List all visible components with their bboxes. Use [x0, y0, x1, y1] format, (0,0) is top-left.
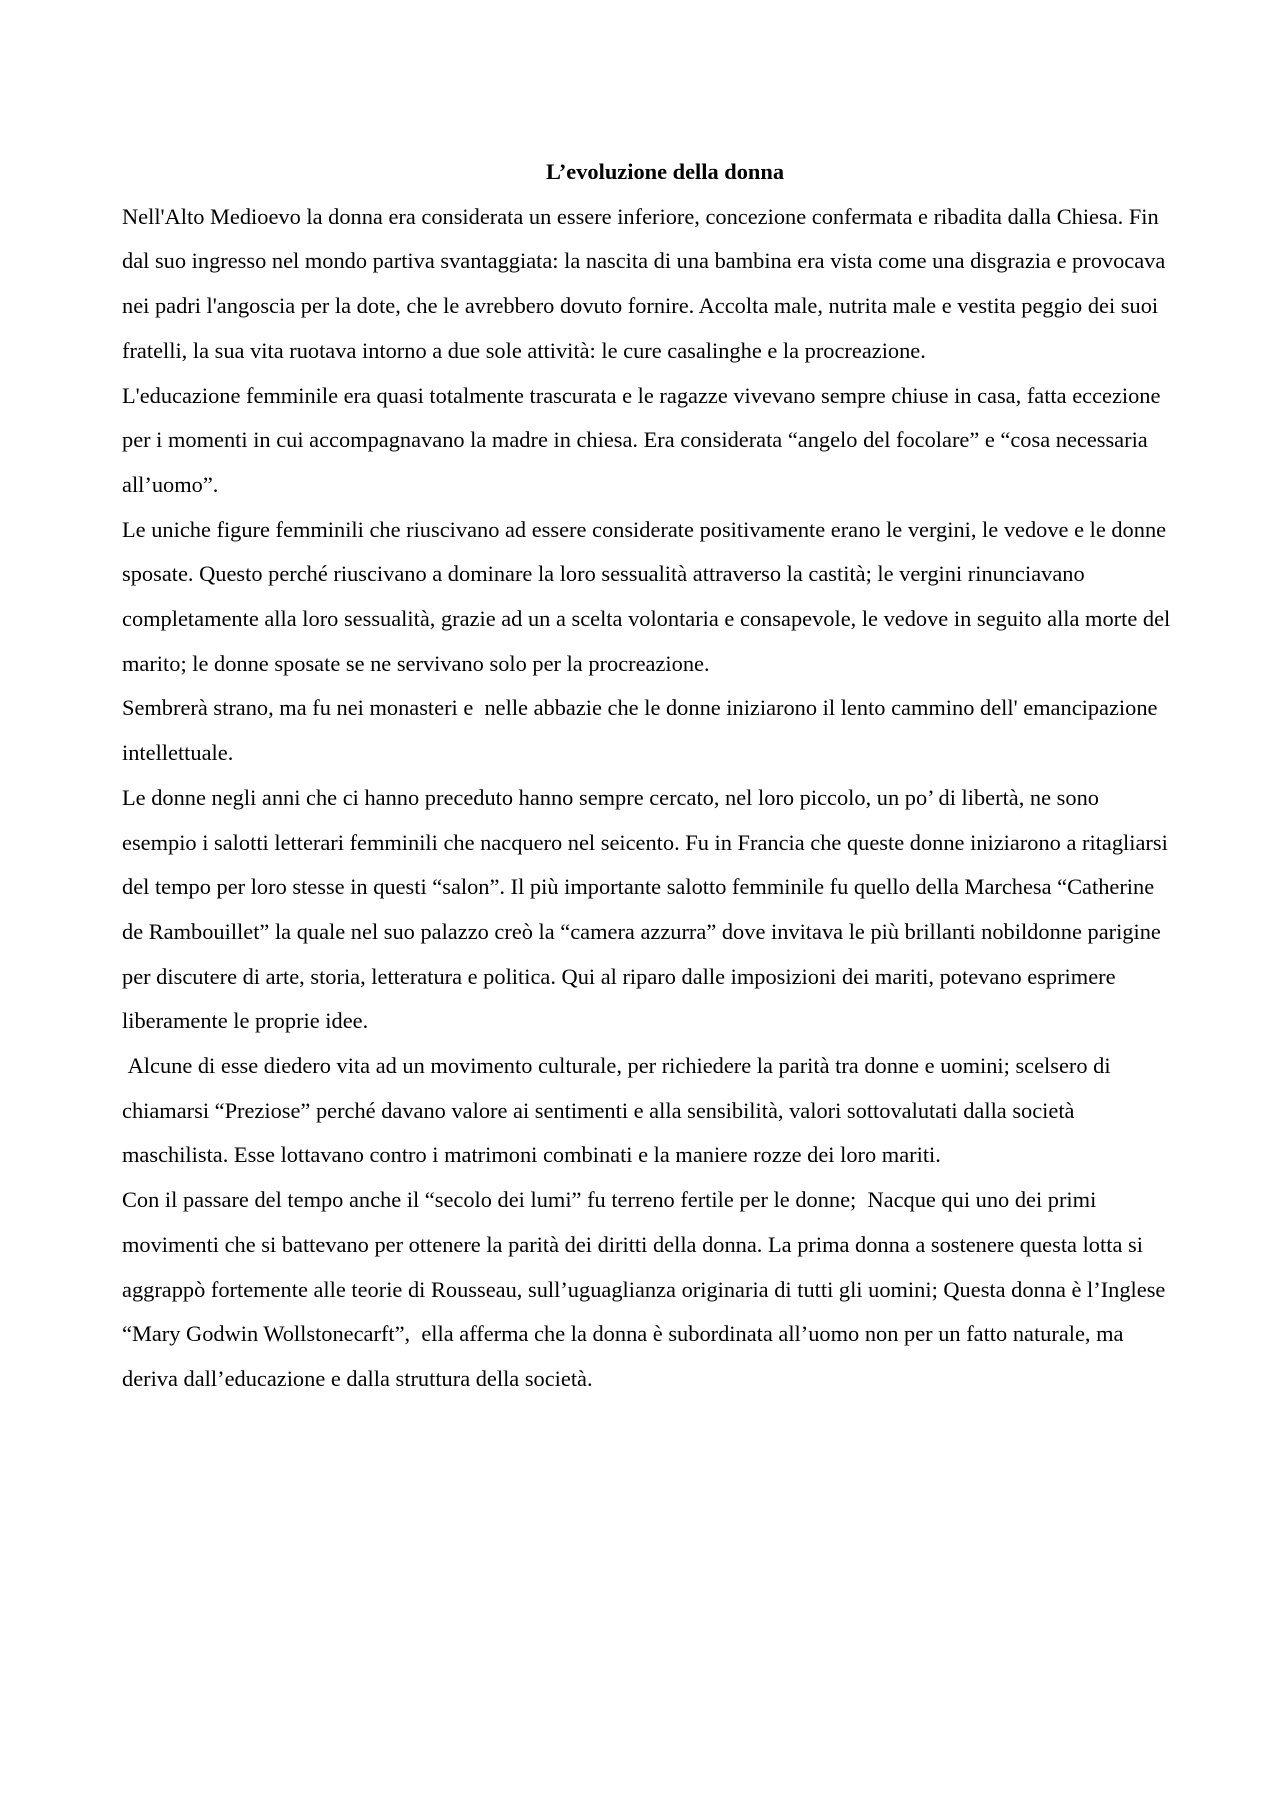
- paragraph-educazione-femminile: L'educazione femminile era quasi totalmente trascurata e le ragazze vivevano sempre chiuse in casa, fatta eccezione per i momenti in cui accompagnavano la madre in chiesa. Era considerata “angelo del focolare” e “cosa necessaria all’uomo”.: [122, 382, 1167, 497]
- paragraph-salotti-letterari: Le donne negli anni che ci hanno preceduto hanno sempre cercato, nel loro piccolo, un po’ di libertà, ne sono esempio i salotti letterari femminili che nacquero nel seicento. Fu in Francia che queste donne iniziarono a ritagliarsi del tempo per loro stesse in questi “salon”. Il più importante salotto femminile fu quello della Marchesa “Catherine de Rambouillet” la quale nel suo palazzo creò la “camera azzurra” dove invitava le più brillanti nobildonne parigine per discutere di arte, storia, letteratura e politica. Qui al riparo dalle imposizioni dei mariti, potevano esprimere liberamente le proprie idee.: [122, 784, 1174, 1034]
- document-body: [122, 150, 1176, 1402]
- paragraph-preziose: Alcune di esse diedero vita ad un movimento culturale, per richiedere la parità tra donne e uomini; scelsero di chiamarsi “Preziose” perché davano valore ai sentimenti e alla sensibilità, valori sottovalutati dalla società maschilista. Esse lottavano contro i matrimoni combinati e la maniere rozze dei loro mariti.: [122, 1053, 1117, 1168]
- paragraph-monasteri: Sembrerà strano, ma fu nei monasteri e nelle abbazie che le donne iniziarono il lento cammino dell' emancipazione intellettuale.: [122, 695, 1164, 766]
- paragraph-figure-femminili: Le uniche figure femminili che riuscivano ad essere considerate positivamente erano le vergini, le vedove e le donne sposate. Questo perché riuscivano a dominare la loro sessualità attraverso la castità; le vergini rinunciavano completamente alla loro sessualità, grazie ad un a scelta volontaria e consapevole, le vedove in seguito alla morte del marito; le donne sposate se ne servivano solo per la procreazione.: [122, 516, 1176, 676]
- paragraph-alto-medioevo: Nell'Alto Medioevo la donna era considerata un essere inferiore, concezione confermata e ribadita dalla Chiesa. Fin dal suo ingresso nel mondo partiva svantaggiata: la nascita di una bambina era vista come una disgrazia e provocava nei padri l'angoscia per la dote, che le avrebbero dovuto fornire. Accolta male, nutrita male e vestita peggio dei suoi fratelli, la sua vita ruotava intorno a due sole attività: le cure casalinghe e la procreazione.: [122, 203, 1171, 363]
- paragraph-secolo-dei-lumi: Con il passare del tempo anche il “secolo dei lumi” fu terreno fertile per le donne; Nacque qui uno dei primi movimenti che si battevano per ottenere la parità dei diritti della donna. La prima donna a sostenere questa lotta si aggrappò fortemente alle teorie di Rousseau, sull’uguaglianza originaria di tutti gli uomini; Questa donna è l’Inglese “Mary Godwin Wollstonecarft”, ella afferma che la donna è subordinata all’uomo non per un fatto naturale, ma deriva dall’educazione e dalla struttura della società.: [122, 1187, 1171, 1391]
- document-title: L’evoluzione della donna: [545, 159, 785, 184]
